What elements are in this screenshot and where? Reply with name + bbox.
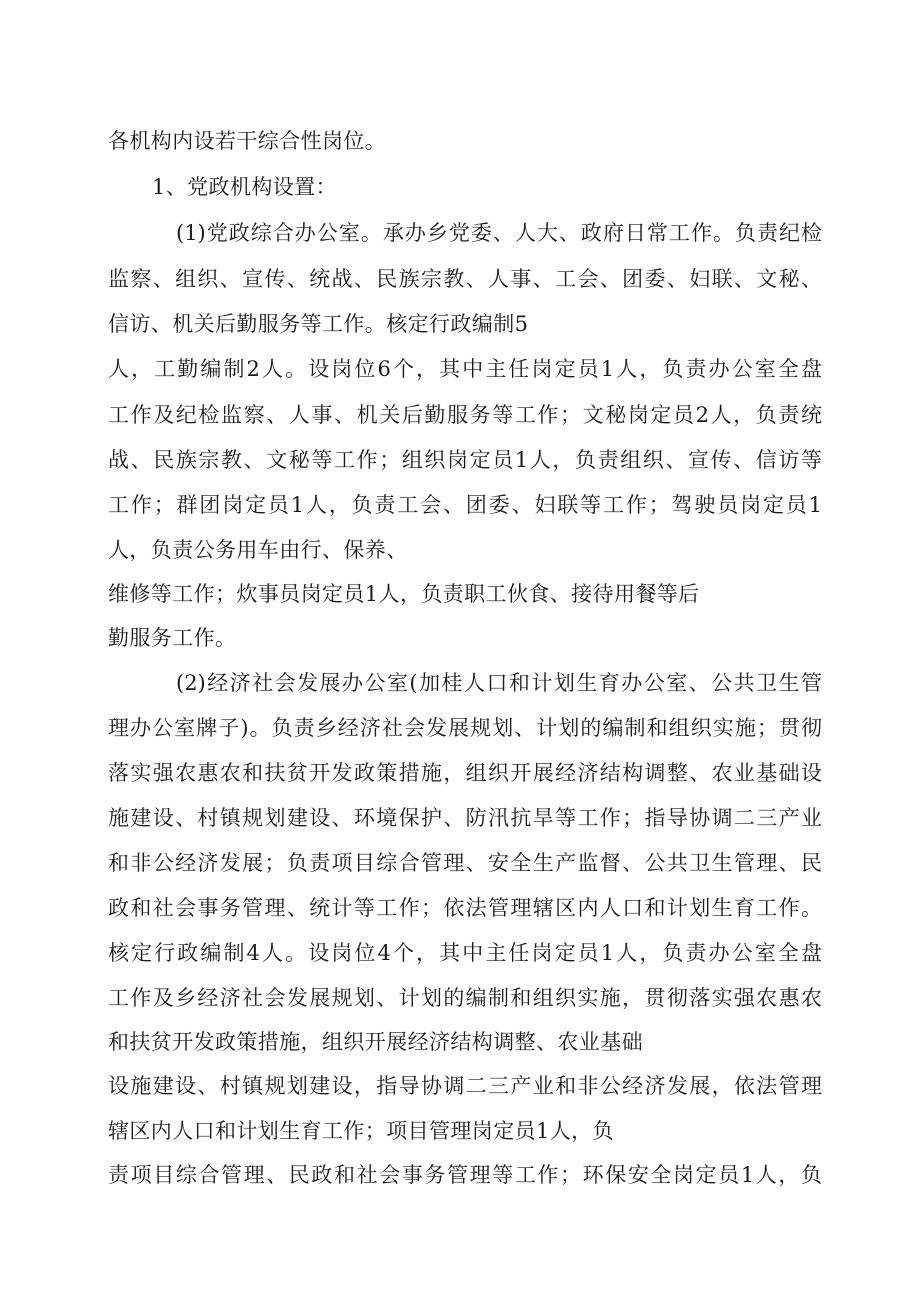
text-line: 工作及乡经济社会发展规划、计划的编制和组织实施，贯彻落实强农惠农 — [108, 986, 822, 1010]
text-line: 和扶贫开发政策措施，组织开展经济结构调整、农业基础 — [108, 1030, 643, 1054]
text-line: 信访、机关后勤服务等工作。核定行政编制5 — [108, 312, 529, 336]
text-line: 各机构内设若干综合性岗位。 — [108, 129, 387, 153]
text-line: 维修等工作；炊事员岗定员1人，负责职工伙食、接待用餐等后 — [108, 582, 700, 606]
text-line: 落实强农惠农和扶贫开发政策措施，组织开展经济结构调整、农业基础设 — [108, 761, 822, 785]
text-line: 责项目综合管理、民政和社会事务管理等工作；环保安全岗定员1人，负 — [108, 1163, 822, 1187]
text-line: 和非公经济发展；负责项目综合管理、安全生产监督、公共卫生管理、民 — [108, 851, 822, 875]
text-line: (1)党政综合办公室。承办乡党委、人大、政府日常工作。负责纪检 — [176, 221, 822, 245]
text-line: 人，负责公务用车由行、保养、 — [108, 538, 408, 562]
text-line: 施建设、村镇规划建设、环境保护、防汛抗旱等工作；指导协调二三产业 — [108, 806, 822, 830]
text-line: 战、民族宗教、文秘等工作；组织岗定员1人，负责组织、宣传、信访等 — [108, 448, 822, 472]
text-line: 核定行政编制4人。设岗位4个，其中主任岗定员1人，负责办公室全盘 — [108, 941, 822, 965]
text-line: 勤服务工作。 — [108, 626, 237, 650]
text-line: 辖区内人口和计划生育工作；项目管理岗定员1人，负 — [108, 1119, 614, 1143]
text-line: (2)经济社会发展办公室(加桂人口和计划生育办公室、公共卫生管 — [176, 671, 822, 695]
text-line: 人，工勤编制2人。设岗位6个，其中主任岗定员1人，负责办公室全盘 — [108, 357, 822, 381]
section-heading: 1、党政机构设置： — [152, 175, 337, 199]
text-line: 工作；群团岗定员1人，负责工会、团委、妇联等工作；驾驶员岗定员1 — [108, 493, 822, 517]
text-line: 监察、组织、宣传、统战、民族宗教、人事、工会、团委、妇联、文秘、 — [108, 267, 822, 291]
text-line: 理办公室牌子)。负责乡经济社会发展规划、计划的编制和组织实施；贯彻 — [108, 716, 822, 740]
text-line: 设施建设、村镇规划建设，指导协调二三产业和非公经济发展，依法管理 — [108, 1074, 822, 1098]
text-line: 工作及纪检监察、人事、机关后勤服务等工作；文秘岗定员2人，负责统 — [108, 403, 822, 427]
text-line: 政和社会事务管理、统计等工作；依法管理辖区内人口和计划生育工作。 — [108, 896, 822, 920]
